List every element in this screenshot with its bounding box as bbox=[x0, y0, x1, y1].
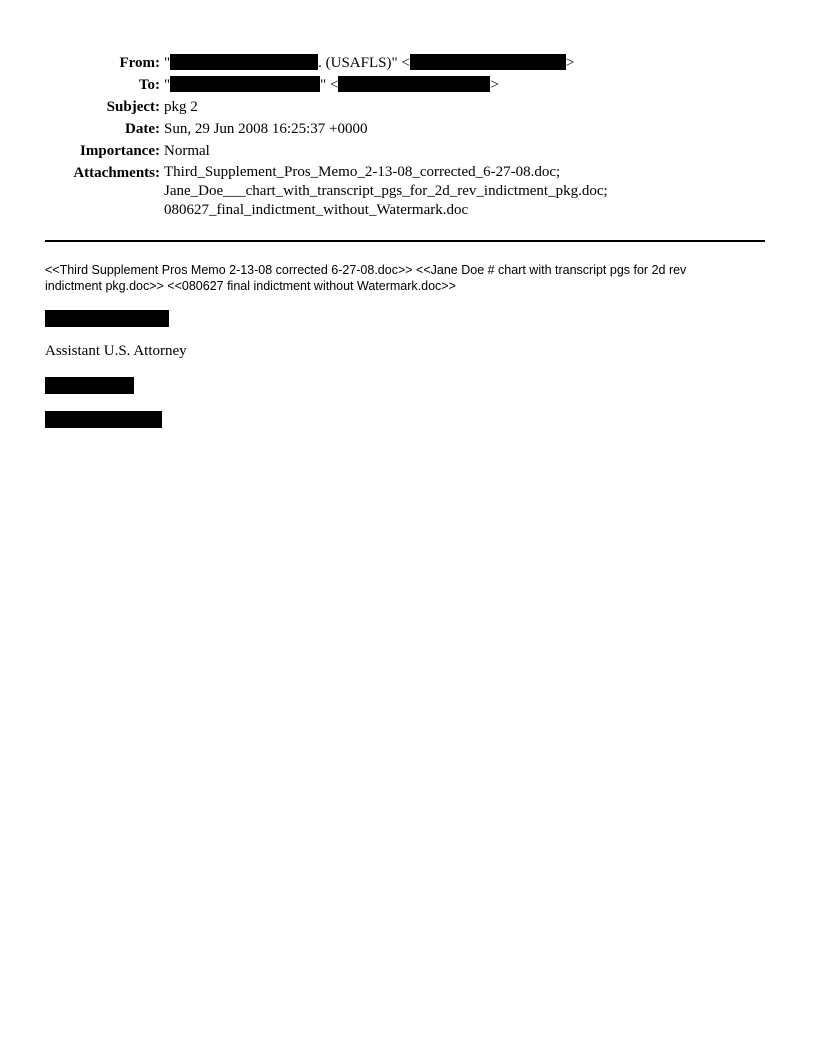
redaction-box bbox=[170, 76, 320, 92]
from-label: From: bbox=[119, 55, 160, 71]
to-label: To: bbox=[138, 77, 160, 93]
to-row bbox=[0, 74, 816, 96]
redaction-box bbox=[45, 411, 162, 428]
importance-label: Importance: bbox=[80, 143, 160, 159]
signature-title: Assistant U.S. Attorney bbox=[45, 343, 187, 359]
attachment-item[interactable]: Jane_Doe___chart_with_transcript_pgs_for_2d_rev_indictment_pkg.doc; bbox=[164, 183, 608, 199]
redaction-box bbox=[170, 54, 318, 70]
date-row bbox=[0, 118, 816, 140]
subject-label: Subject: bbox=[106, 99, 160, 115]
to-close: > bbox=[490, 77, 499, 93]
from-row bbox=[0, 52, 816, 74]
to-open-quote: " bbox=[164, 77, 171, 93]
attachments-row bbox=[0, 162, 816, 220]
redaction-box bbox=[338, 76, 490, 92]
importance-row bbox=[0, 140, 816, 162]
attachment-item[interactable]: 080627_final_indictment_without_Watermark.doc bbox=[164, 202, 469, 218]
from-close: > bbox=[565, 55, 575, 71]
importance-value: Normal bbox=[164, 143, 210, 159]
redaction-box bbox=[45, 377, 134, 394]
email-header bbox=[0, 52, 816, 220]
date-label: Date: bbox=[125, 121, 160, 137]
subject-row bbox=[0, 96, 816, 118]
to-value bbox=[160, 74, 499, 96]
from-value bbox=[160, 52, 574, 74]
attachments-list bbox=[160, 162, 608, 220]
header-divider bbox=[45, 240, 765, 242]
subject-value: pkg 2 bbox=[164, 99, 198, 115]
from-open-quote: " bbox=[164, 55, 171, 71]
to-mid: " < bbox=[320, 77, 339, 93]
attachment-item[interactable]: Third_Supplement_Pros_Memo_2-13-08_corrected_6-27-08.doc; bbox=[164, 164, 561, 180]
redaction-box bbox=[45, 310, 169, 327]
redaction-box bbox=[410, 54, 566, 70]
date-value: Sun, 29 Jun 2008 16:25:37 +0000 bbox=[164, 121, 368, 137]
attachments-label: Attachments: bbox=[73, 165, 160, 181]
message-body: <<Third Supplement Pros Memo 2-13-08 corrected 6-27-08.doc>> <<Jane Doe # chart with transcript pgs for 2d rev indictment pkg.doc>> <<080627 final indictment without Watermark.doc>> bbox=[45, 263, 687, 293]
from-name-suffix: . (USAFLS)" < bbox=[318, 55, 410, 71]
